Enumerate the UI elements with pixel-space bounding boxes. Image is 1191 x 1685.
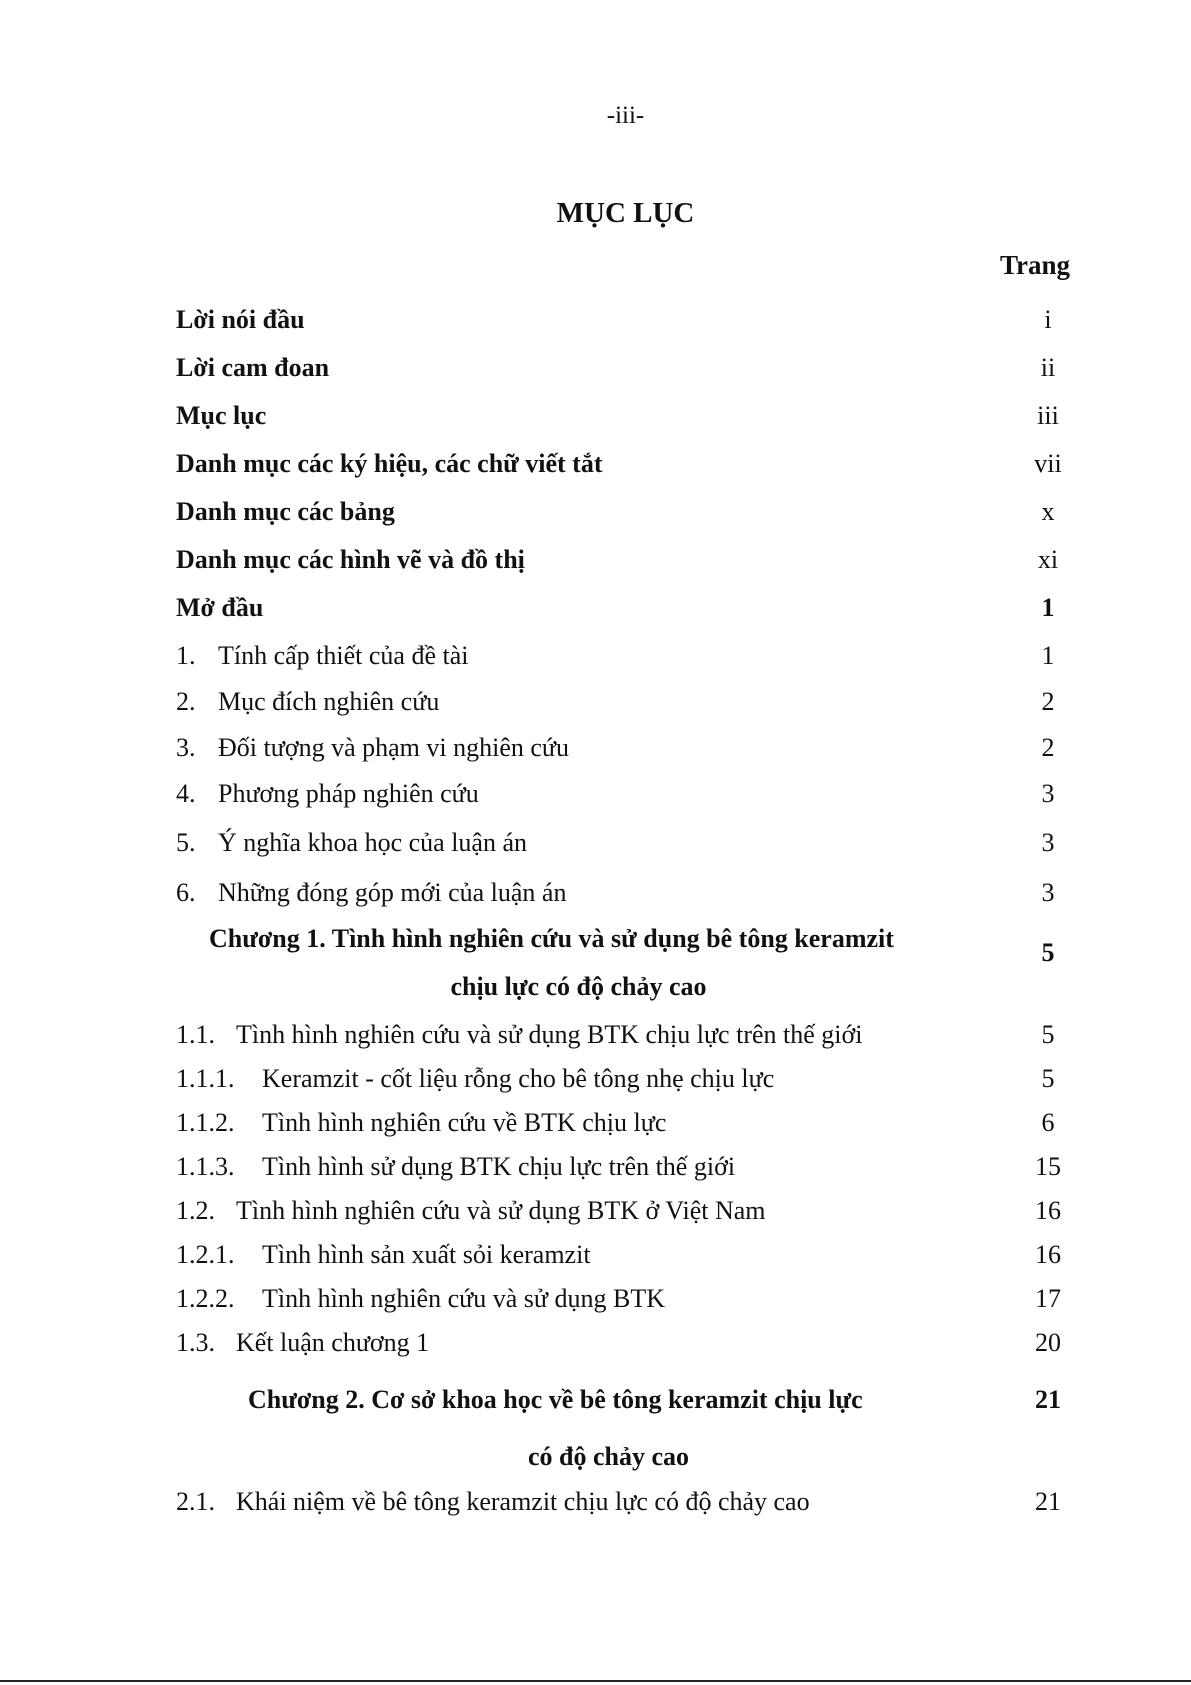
- entry-page: 16: [1035, 1240, 1061, 1269]
- entry-label: Những đóng góp mới của luận án: [218, 878, 567, 907]
- toc-entry[interactable]: [176, 1020, 1110, 1050]
- toc-entry[interactable]: [176, 1328, 1110, 1358]
- entry-number: 4.: [176, 779, 196, 808]
- entry-page: 15: [1035, 1152, 1061, 1181]
- entry-label: Danh mục các ký hiệu, các chữ viết tắt: [176, 449, 603, 478]
- entry-label: Tình hình sử dụng BTK chịu lực trên thế giới: [262, 1152, 736, 1181]
- entry-page: 20: [1035, 1328, 1061, 1357]
- toc-entry[interactable]: [176, 1196, 1110, 1226]
- entry-number: 2.1.: [176, 1487, 215, 1516]
- entry-number: 1.1.: [176, 1020, 215, 1049]
- entry-page: vii: [1034, 449, 1062, 478]
- entry-label: Tình hình nghiên cứu về BTK chịu lực: [262, 1108, 667, 1137]
- entry-number: 5.: [176, 828, 196, 857]
- toc-entry[interactable]: [176, 1152, 1110, 1182]
- entry-page: 3: [1041, 828, 1055, 857]
- entry-number: 1.2.2.: [176, 1284, 235, 1313]
- toc-entry[interactable]: [176, 641, 1110, 671]
- entry-number: 3.: [176, 733, 196, 762]
- entry-label: Danh mục các bảng: [176, 497, 395, 526]
- toc-entry[interactable]: [176, 733, 1110, 763]
- entry-label: Kết luận chương 1: [236, 1328, 430, 1357]
- chapter-1-heading[interactable]: Chương 1. Tình hình nghiên cứu và sử dụng bê tông keramzit: [209, 924, 894, 953]
- entry-label: Khái niệm về bê tông keramzit chịu lực có độ chảy cao: [236, 1487, 810, 1516]
- entry-number: 1.1.3.: [176, 1152, 235, 1181]
- toc-entry[interactable]: [176, 1284, 1110, 1314]
- entry-page: 1: [1041, 641, 1055, 670]
- entry-page: 5: [1041, 1064, 1055, 1093]
- chapter-2-heading-cont: có độ chảy cao: [527, 1442, 690, 1471]
- page-column-header: Trang: [999, 250, 1070, 280]
- entry-page: 6: [1041, 1108, 1055, 1137]
- entry-label: Mở đầu: [176, 593, 264, 622]
- entry-label: Phương pháp nghiên cứu: [218, 779, 479, 808]
- entry-page: 3: [1041, 779, 1055, 808]
- entry-page: 17: [1035, 1284, 1061, 1313]
- toc-entry[interactable]: [176, 1064, 1110, 1094]
- entry-page: 5: [1041, 1020, 1055, 1049]
- entry-label: Keramzit - cốt liệu rỗng cho bê tông nhẹ chịu lực: [262, 1064, 775, 1093]
- entry-label: Tình hình nghiên cứu và sử dụng BTK chịu lực trên thế giới: [236, 1020, 863, 1049]
- toc-entry[interactable]: [176, 593, 1110, 623]
- entry-page: 2: [1041, 733, 1055, 762]
- entry-page: 1: [1041, 593, 1055, 622]
- entry-label: Lời nói đầu: [176, 305, 305, 334]
- entry-number: 1.: [176, 641, 196, 670]
- toc-entry[interactable]: [176, 545, 1110, 575]
- entry-page: 16: [1035, 1196, 1061, 1225]
- toc-entry[interactable]: [176, 779, 1110, 809]
- toc-entry[interactable]: [176, 1240, 1110, 1270]
- entry-page: iii: [1037, 401, 1059, 430]
- toc-entry[interactable]: [176, 449, 1110, 479]
- toc-entry[interactable]: [176, 353, 1110, 383]
- entry-label: Ý nghĩa khoa học của luận án: [218, 828, 528, 857]
- chapter-1-heading-cont: chịu lực có độ chảy cao: [450, 972, 707, 1001]
- entry-number: 1.1.1.: [176, 1064, 235, 1093]
- entry-label: Đối tượng và phạm vi nghiên cứu: [218, 733, 569, 762]
- entry-number: 2.: [176, 687, 196, 716]
- entry-number: 1.3.: [176, 1328, 215, 1357]
- entry-label: Tình hình sản xuất sỏi keramzit: [262, 1240, 591, 1269]
- toc-entry[interactable]: [176, 687, 1110, 717]
- chapter-1-page: 5: [1041, 938, 1055, 967]
- toc-entry[interactable]: [176, 497, 1110, 527]
- entry-number: 1.1.2.: [176, 1108, 235, 1137]
- entry-label: Danh mục các hình vẽ và đồ thị: [176, 545, 525, 574]
- entry-page: 2: [1041, 687, 1055, 716]
- page-bottom-edge: [0, 1680, 1191, 1682]
- toc-entry[interactable]: [176, 305, 1110, 335]
- entry-page: 21: [1035, 1487, 1061, 1516]
- toc-entry[interactable]: [176, 1487, 1110, 1517]
- toc-entry[interactable]: [176, 878, 1110, 908]
- entry-number: 1.2.: [176, 1196, 215, 1225]
- entry-label: Lời cam đoan: [176, 353, 330, 382]
- toc-entry[interactable]: [176, 1108, 1110, 1138]
- entry-label: Mục lục: [176, 401, 267, 430]
- entry-page: 3: [1041, 878, 1055, 907]
- entry-page: i: [1044, 305, 1052, 334]
- entry-label: Tình hình nghiên cứu và sử dụng BTK ở Việt Nam: [236, 1196, 766, 1225]
- page-number: -iii-: [606, 102, 645, 129]
- entry-page: xi: [1037, 545, 1059, 574]
- entry-number: 1.2.1.: [176, 1240, 235, 1269]
- entry-label: Mục đích nghiên cứu: [218, 687, 440, 716]
- entry-number: 6.: [176, 878, 196, 907]
- entry-label: Tình hình nghiên cứu và sử dụng BTK: [262, 1284, 665, 1313]
- toc-title: MỤC LỤC: [556, 197, 695, 229]
- toc-entry[interactable]: [176, 828, 1110, 858]
- entry-label: Tính cấp thiết của đề tài: [218, 641, 469, 670]
- chapter-2-heading[interactable]: Chương 2. Cơ sở khoa học về bê tông keramzit chịu lực: [248, 1385, 863, 1414]
- entry-page: x: [1041, 497, 1055, 526]
- entry-page: ii: [1040, 353, 1056, 382]
- chapter-2-page: 21: [1035, 1385, 1061, 1414]
- toc-entry[interactable]: [176, 401, 1110, 431]
